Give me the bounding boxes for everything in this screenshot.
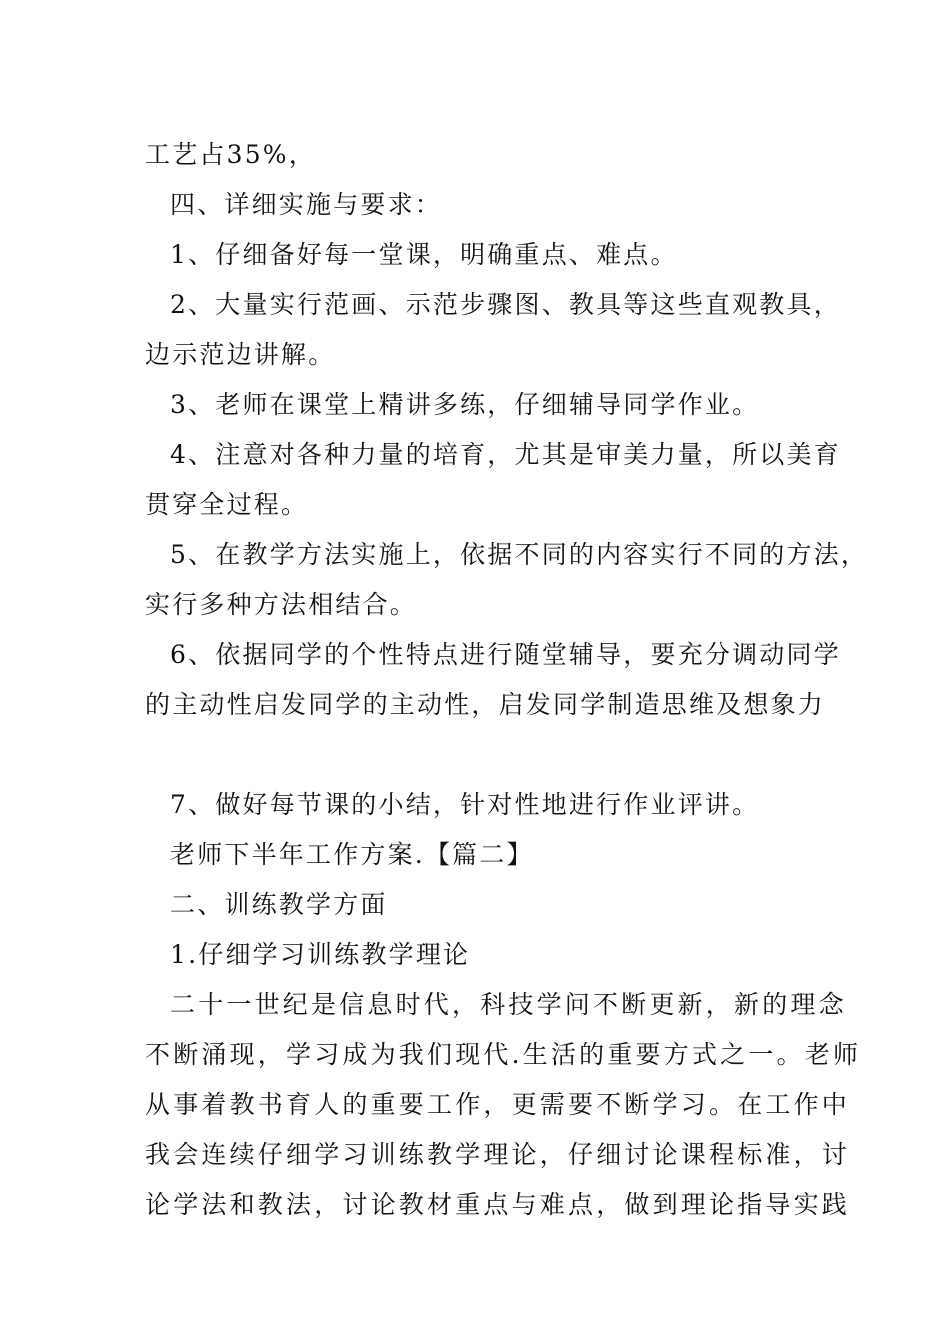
subsection-heading: 1.仔细学习训练教学理论 — [170, 940, 471, 969]
section-heading: 四、详细实施与要求： — [170, 190, 443, 219]
list-item: 6、依据同学的个性特点进行随堂辅导，要充分调动同学 — [170, 640, 841, 669]
section-heading: 二、训练教学方面 — [170, 890, 388, 919]
paragraph-line: 我会连续仔细学习训练教学理论，仔细讨论课程标准，讨 — [145, 1140, 851, 1169]
paragraph-line: 二十一世纪是信息时代，科技学问不断更新，新的理念 — [170, 990, 847, 1019]
paragraph-line: 从事着教书育人的重要工作，更需要不断学习。在工作中 — [145, 1090, 851, 1119]
text-line: 实行多种方法相结合。 — [145, 590, 418, 619]
list-item: 4、注意对各种力量的培育，尤其是审美力量，所以美育 — [170, 440, 841, 469]
text-line: 贯穿全过程。 — [145, 490, 309, 519]
text-line: 边示范边讲解。 — [145, 340, 336, 369]
list-item: 2、大量实行范画、示范步骤图、教具等这些直观教具， — [170, 290, 841, 319]
list-item: 5、在教学方法实施上，依据不同的内容实行不同的方法， — [170, 540, 869, 569]
list-item: 7、做好每节课的小结，针对性地进行作业评讲。 — [170, 790, 760, 819]
text-line: 的主动性启发同学的主动性，启发同学制造思维及想象力 — [145, 690, 826, 719]
list-item: 3、老师在课堂上精讲多练，仔细辅导同学作业。 — [170, 390, 760, 419]
paragraph-line: 不断涌现，学习成为我们现代.生活的重要方式之一。老师 — [145, 1040, 862, 1069]
text-line: 工艺占35%， — [145, 140, 316, 169]
section-title: 老师下半年工作方案.【篇二】 — [170, 840, 534, 869]
list-item: 1、仔细备好每一堂课，明确重点、难点。 — [170, 240, 678, 269]
paragraph-line: 论学法和教法，讨论教材重点与难点，做到理论指导实践 — [145, 1190, 851, 1219]
